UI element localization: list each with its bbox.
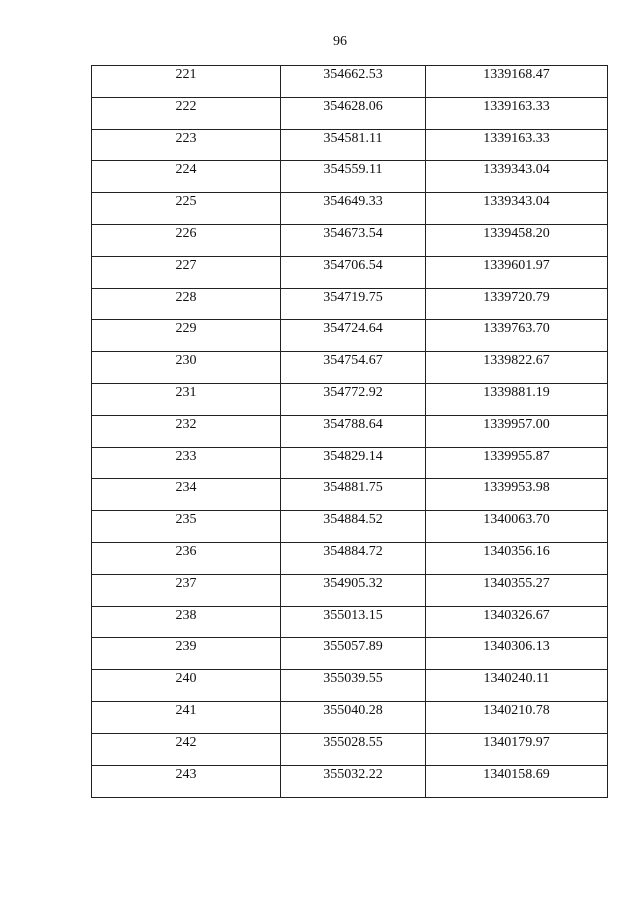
y-coordinate-cell	[426, 161, 608, 193]
cell-text: 243	[175, 766, 197, 782]
cell-text: 239	[175, 639, 197, 655]
table-row	[92, 288, 608, 320]
point-number-cell	[92, 161, 281, 193]
cell-text: 1339168.47	[483, 67, 550, 82]
cell-text: 233	[175, 448, 197, 464]
cell-text: 354724.64	[323, 321, 383, 337]
y-coordinate-cell	[426, 638, 608, 670]
point-number-cell	[92, 606, 281, 638]
cell-text: 1339458.20	[483, 225, 550, 241]
x-coordinate-cell	[281, 320, 426, 352]
cell-text: 1340326.67	[483, 607, 550, 623]
cell-text: 354772.92	[323, 384, 383, 400]
cell-text: 237	[175, 575, 197, 591]
cell-text: 355057.89	[323, 639, 383, 655]
x-coordinate-cell	[281, 352, 426, 384]
table-body	[92, 66, 608, 798]
x-coordinate-cell	[281, 638, 426, 670]
cell-text: 241	[175, 702, 197, 718]
x-coordinate-cell	[281, 288, 426, 320]
table-row	[92, 97, 608, 129]
table-row	[92, 542, 608, 574]
cell-text: 222	[175, 98, 197, 114]
y-coordinate-cell	[426, 765, 608, 797]
table-row	[92, 193, 608, 225]
table-row	[92, 479, 608, 511]
cell-text: 238	[175, 607, 197, 623]
x-coordinate-cell	[281, 383, 426, 415]
cell-text: 235	[175, 512, 197, 528]
x-coordinate-cell	[281, 161, 426, 193]
cell-text: 1340158.69	[483, 766, 550, 782]
x-coordinate-cell	[281, 129, 426, 161]
x-coordinate-cell	[281, 542, 426, 574]
point-number-cell	[92, 224, 281, 256]
point-number-cell	[92, 129, 281, 161]
cell-text: 1339763.70	[483, 321, 550, 337]
cell-text: 1340179.97	[483, 734, 550, 750]
y-coordinate-cell	[426, 224, 608, 256]
cell-text: 230	[175, 353, 197, 369]
cell-text: 1340306.13	[483, 639, 550, 655]
cell-text: 354559.11	[323, 162, 383, 178]
x-coordinate-cell	[281, 733, 426, 765]
point-number-cell	[92, 415, 281, 447]
table-row	[92, 129, 608, 161]
cell-text: 228	[175, 289, 197, 305]
y-coordinate-cell	[426, 479, 608, 511]
point-number-cell	[92, 765, 281, 797]
point-number-cell	[92, 542, 281, 574]
cell-text: 354881.75	[323, 480, 383, 496]
cell-text: 236	[175, 543, 197, 559]
x-coordinate-cell	[281, 765, 426, 797]
cell-text: 355039.55	[323, 671, 383, 687]
point-number-cell	[92, 638, 281, 670]
table-row	[92, 511, 608, 543]
y-coordinate-cell	[426, 288, 608, 320]
x-coordinate-cell	[281, 415, 426, 447]
cell-text: 1339163.33	[483, 130, 550, 146]
table-row	[92, 701, 608, 733]
cell-text: 232	[175, 416, 197, 432]
page-number: 96	[333, 34, 347, 49]
cell-text: 1340356.16	[483, 543, 550, 559]
point-number-cell	[92, 66, 281, 98]
cell-text: 354719.75	[323, 289, 383, 305]
y-coordinate-cell	[426, 256, 608, 288]
point-number-cell	[92, 288, 281, 320]
table-row	[92, 383, 608, 415]
cell-text: 231	[175, 384, 197, 400]
point-number-cell	[92, 574, 281, 606]
table-row	[92, 574, 608, 606]
table-row	[92, 256, 608, 288]
cell-text: 1339601.97	[483, 257, 550, 273]
cell-text: 354581.11	[323, 130, 383, 146]
x-coordinate-cell	[281, 606, 426, 638]
y-coordinate-cell	[426, 511, 608, 543]
table-row	[92, 733, 608, 765]
y-coordinate-cell	[426, 542, 608, 574]
table-row	[92, 320, 608, 352]
y-coordinate-cell	[426, 733, 608, 765]
cell-text: 223	[175, 130, 197, 146]
y-coordinate-cell	[426, 606, 608, 638]
y-coordinate-cell	[426, 574, 608, 606]
point-number-cell	[92, 383, 281, 415]
table-row	[92, 765, 608, 797]
y-coordinate-cell	[426, 193, 608, 225]
cell-text: 1339343.04	[483, 194, 550, 210]
y-coordinate-cell	[426, 66, 608, 98]
cell-text: 242	[175, 734, 197, 750]
y-coordinate-cell	[426, 701, 608, 733]
cell-text: 221	[175, 67, 197, 82]
cell-text: 354884.52	[323, 512, 383, 528]
point-number-cell	[92, 670, 281, 702]
y-coordinate-cell	[426, 415, 608, 447]
cell-text: 354905.32	[323, 575, 383, 591]
cell-text: 354673.54	[323, 225, 383, 241]
cell-text: 1340240.11	[483, 671, 550, 687]
y-coordinate-cell	[426, 352, 608, 384]
point-number-cell	[92, 193, 281, 225]
cell-text: 354754.67	[323, 353, 383, 369]
y-coordinate-cell	[426, 97, 608, 129]
x-coordinate-cell	[281, 66, 426, 98]
cell-text: 229	[175, 321, 197, 337]
point-number-cell	[92, 256, 281, 288]
cell-text: 354706.54	[323, 257, 383, 273]
cell-text: 234	[175, 480, 197, 496]
cell-text: 1339955.87	[483, 448, 550, 464]
cell-text: 1339720.79	[483, 289, 550, 305]
cell-text: 1340063.70	[483, 512, 550, 528]
cell-text: 1340210.78	[483, 702, 550, 718]
cell-text: 354649.33	[323, 194, 383, 210]
y-coordinate-cell	[426, 320, 608, 352]
cell-text: 1340355.27	[483, 575, 550, 591]
cell-text: 227	[175, 257, 197, 273]
table-row	[92, 447, 608, 479]
point-number-cell	[92, 320, 281, 352]
cell-text: 224	[175, 162, 197, 178]
coordinates-table	[91, 65, 608, 798]
table-row	[92, 161, 608, 193]
point-number-cell	[92, 733, 281, 765]
table-row	[92, 638, 608, 670]
cell-text: 1339881.19	[483, 384, 550, 400]
table-row	[92, 66, 608, 98]
cell-text: 1339163.33	[483, 98, 550, 114]
table-row	[92, 352, 608, 384]
cell-text: 354788.64	[323, 416, 383, 432]
y-coordinate-cell	[426, 383, 608, 415]
cell-text: 226	[175, 225, 197, 241]
table-row	[92, 670, 608, 702]
point-number-cell	[92, 479, 281, 511]
y-coordinate-cell	[426, 447, 608, 479]
cell-text: 1339953.98	[483, 480, 550, 496]
table-row	[92, 415, 608, 447]
x-coordinate-cell	[281, 701, 426, 733]
x-coordinate-cell	[281, 574, 426, 606]
cell-text: 354884.72	[323, 543, 383, 559]
x-coordinate-cell	[281, 193, 426, 225]
x-coordinate-cell	[281, 224, 426, 256]
cell-text: 1339822.67	[483, 353, 550, 369]
cell-text: 355013.15	[323, 607, 383, 623]
cell-text: 355040.28	[323, 702, 383, 718]
point-number-cell	[92, 352, 281, 384]
cell-text: 1339957.00	[483, 416, 550, 432]
y-coordinate-cell	[426, 129, 608, 161]
cell-text: 354628.06	[323, 98, 383, 114]
point-number-cell	[92, 447, 281, 479]
x-coordinate-cell	[281, 447, 426, 479]
cell-text: 1339343.04	[483, 162, 550, 178]
table-row	[92, 606, 608, 638]
cell-text: 240	[175, 671, 197, 687]
y-coordinate-cell	[426, 670, 608, 702]
point-number-cell	[92, 701, 281, 733]
cell-text: 354662.53	[323, 67, 383, 82]
x-coordinate-cell	[281, 479, 426, 511]
cell-text: 355028.55	[323, 734, 383, 750]
x-coordinate-cell	[281, 256, 426, 288]
point-number-cell	[92, 97, 281, 129]
cell-text: 354829.14	[323, 448, 383, 464]
cell-text: 225	[175, 194, 197, 210]
x-coordinate-cell	[281, 670, 426, 702]
x-coordinate-cell	[281, 511, 426, 543]
cell-text: 355032.22	[323, 766, 383, 782]
x-coordinate-cell	[281, 97, 426, 129]
point-number-cell	[92, 511, 281, 543]
table-row	[92, 224, 608, 256]
